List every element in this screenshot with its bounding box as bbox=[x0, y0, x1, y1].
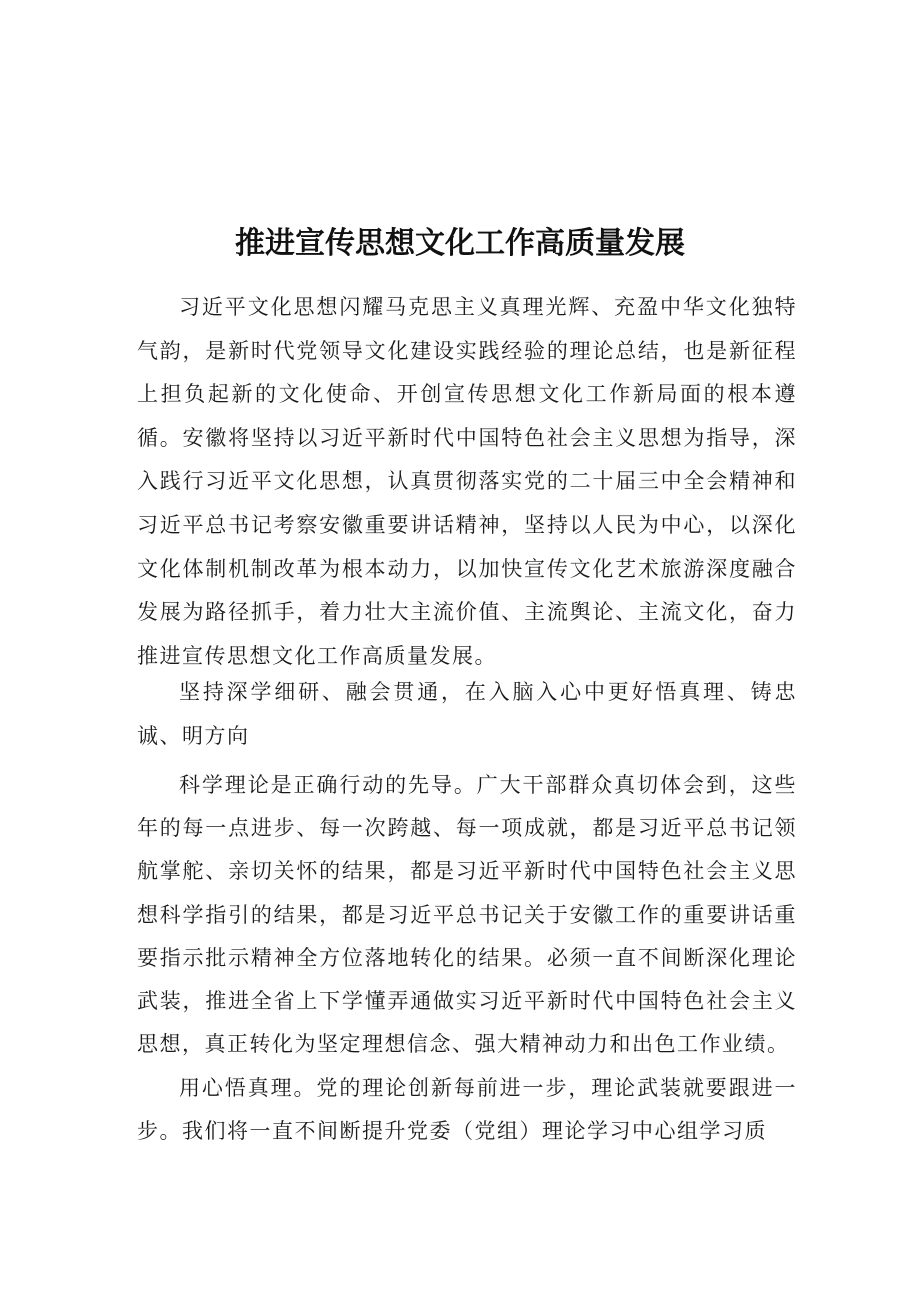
paragraph-theory: 科学理论是正确行动的先导。广大干部群众真切体会到，这些年的每一点进步、每一次跨越、每一项成就，都是习近平总书记领航掌舵、亲切关怀的结果，都是习近平新时代中国特色社会主义思想科学指引的结果，都是习近平总书记关于安徽工作的重要讲话重要指示批示精神全方位落地转化的结果。必须一直不间断深化理论武装，推进全省上下学懂弄通做实习近平新时代中国特色社会主义思想，真正转化为坚定理想信念、强大精神动力和出色工作业绩。 bbox=[137, 773, 797, 1057]
document-title: 推进宣传思想文化工作高质量发展 bbox=[235, 226, 685, 261]
paragraph-truth: 用心悟真理。党的理论创新每前进一步，理论武装就要跟进一步。我们将一直不间断提升党委（党组）理论学习中心组学习质 bbox=[137, 1076, 797, 1143]
section-heading: 坚持深学细研、融会贯通，在入脑入心中更好悟真理、铸忠诚、明方向 bbox=[137, 680, 797, 748]
paragraph-intro: 习近平文化思想闪耀马克思主义真理光辉、充盈中华文化独特气韵，是新时代党领导文化建设实践经验的理论总结，也是新征程上担负起新的文化使命、开创宣传思想文化工作新局面的根本遵循。安徽将坚持以习近平新时代中国特色社会主义思想为指导，深入践行习近平文化思想，认真贯彻落实党的二十届三中全会精神和习近平总书记考察安徽重要讲话精神，坚持以人民为中心，以深化文化体制机制改革为根本动力，以加快宣传文化艺术旅游深度融合发展为路径抓手，着力壮大主流价值、主流舆论、主流文化，奋力推进宣传思想文化工作高质量发展。 bbox=[137, 295, 797, 668]
